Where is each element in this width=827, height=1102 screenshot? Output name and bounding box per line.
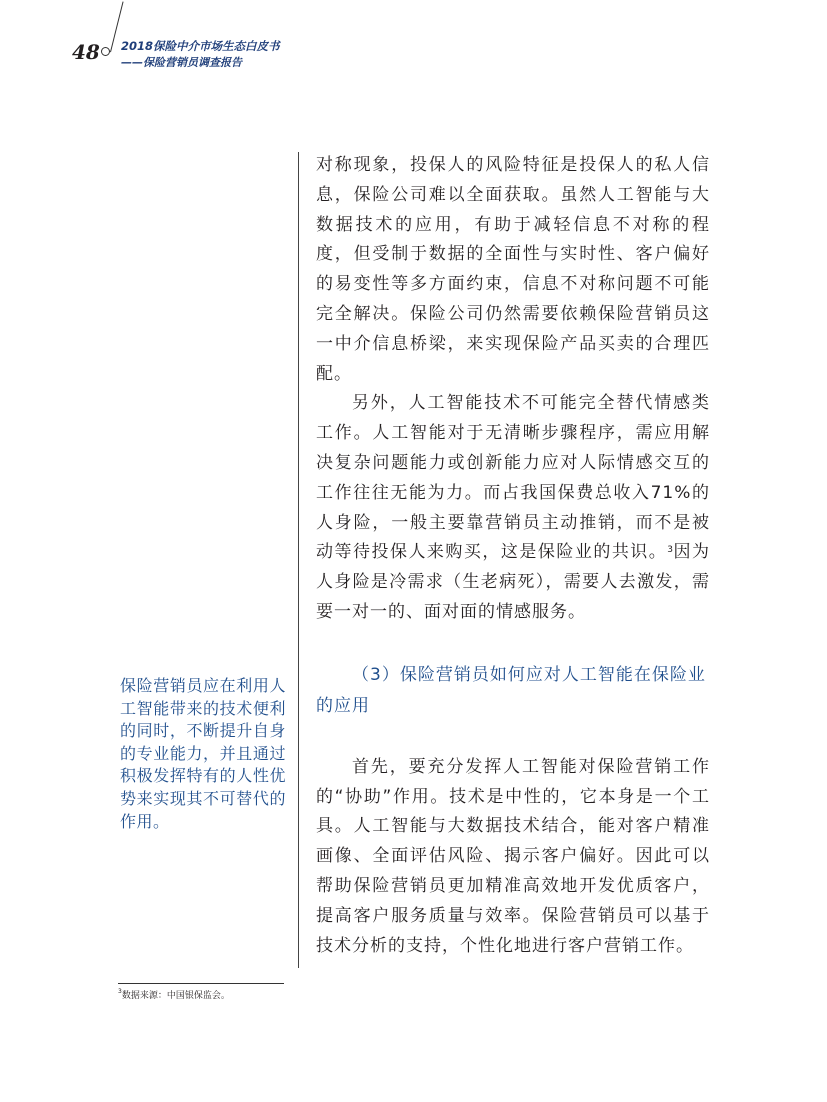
running-header-subtitle: ——保险营销员调查报告 xyxy=(121,56,242,69)
paragraph-2-text-b: 因为人身险是冷需求（生老病死），需要人去激发，需要一对一的、面对面的情感服务。 xyxy=(316,542,711,622)
body-paragraph-1: 对称现象，投保人的风险特征是投保人的私人信息，保险公司难以全面获取。虽然人工智能与大数据技术的应用，有助于减轻信息不对称的程度，但受制于数据的全面性与实时性、客户偏好的易变性等多方面约束，信息不对称问题不可能完全解决。保险公司仍然需要依赖保险营销员这一中介信息桥梁，来实现保险产品买卖的合理匹配。 xyxy=(316,155,710,384)
footnote-rule xyxy=(118,983,284,984)
section-heading: （3）保险营销员如何应对人工智能在保险业的应用 xyxy=(316,664,706,716)
footnote xyxy=(118,988,230,1001)
running-header-title: 2018保险中介市场生态白皮书 xyxy=(121,39,280,53)
footnote-text: 数据来源：中国银保监会。 xyxy=(121,991,230,1001)
page-number: 48 xyxy=(72,40,100,64)
header-circle-ornament xyxy=(101,47,110,56)
footnote-ref-3[interactable]: 3 xyxy=(667,545,674,556)
body-paragraph-3: 首先，要充分发挥人工智能对保险营销工作的“协助”作用。技术是中性的，它本身是一个工具。人工智能与大数据技术结合，能对客户精准画像、全面评估风险、揭示客户偏好。因此可以帮助保险营销员更加精准高效地开发优质客户，提高客户服务质量与效率。保险营销员可以基于技术分析的支持，个性化地进行客户营销工作。 xyxy=(316,756,710,956)
footnote-mark: 3 xyxy=(118,988,122,995)
paragraph-2-text-a: 另外，人工智能技术不可能完全替代情感类工作。人工智能对于无清晰步骤程序，需应用解决复杂问题能力或创新能力应对人际情感交互的工作往往无能为力。而占我国保费总收入71%的人身险，一般主要靠营销员主动推销，而不是被动等待投保人来购买，这是保险业的共识。 xyxy=(316,393,710,563)
body-paragraph-2 xyxy=(316,389,710,627)
column-divider xyxy=(298,152,299,968)
main-text-column xyxy=(316,151,710,961)
side-pull-quote: 保险营销员应在利用人工智能带来的技术便利的同时，不断提升自身的专业能力，并且通过积极发挥特有的人性优势来实现其不可替代的作用。 xyxy=(120,676,286,831)
